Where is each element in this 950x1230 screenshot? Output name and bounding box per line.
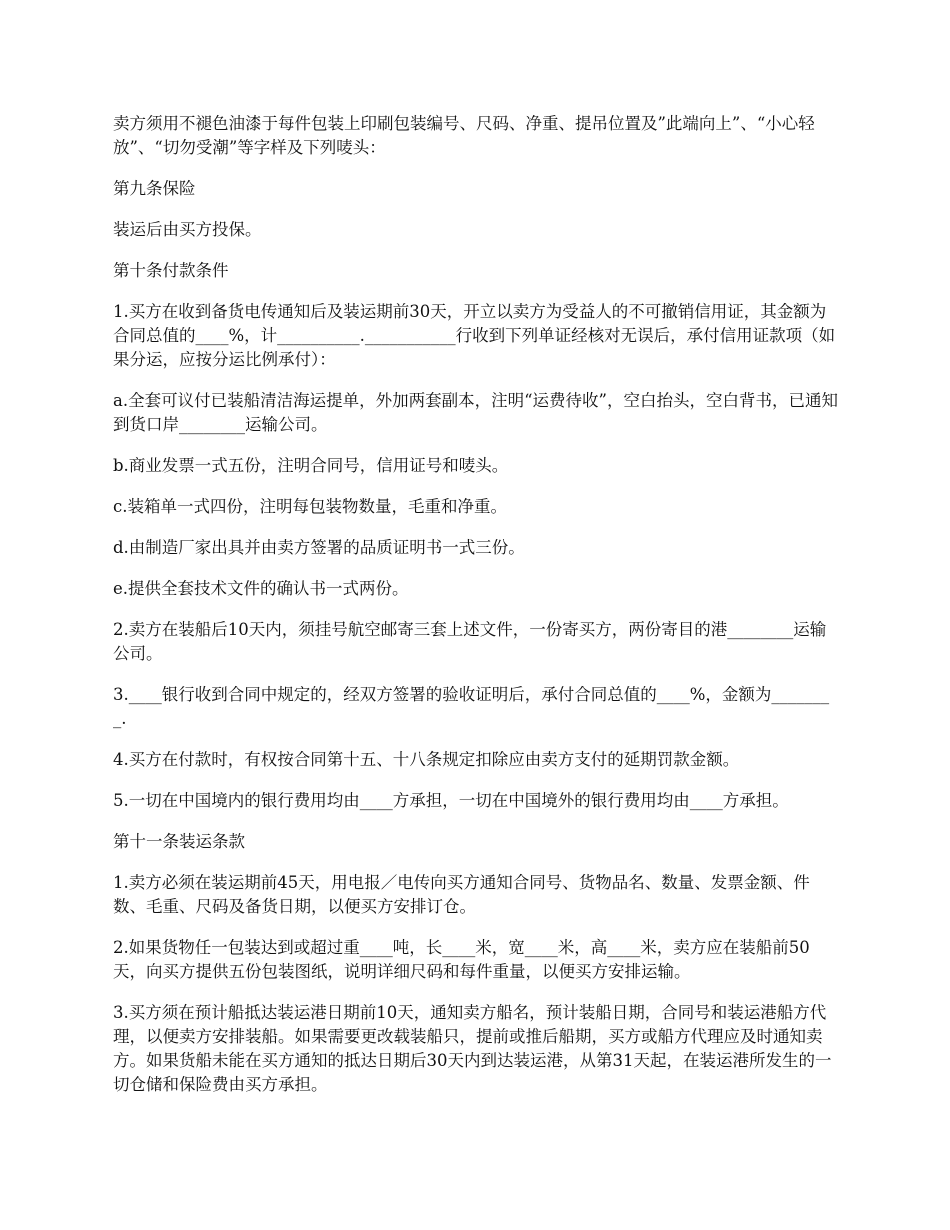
paragraph-shipment-2: 2.如果货物任一包装达到或超过重____吨，长____米，宽____米，高____米，卖方应在装船前50天，向买方提供五份包装图纸，说明详细尺码和每件重量，以便买方安排运输。 [113, 938, 810, 981]
heading-article-11-shipment: 第十一条装运条款 [113, 832, 245, 851]
heading-article-9-insurance: 第九条保险 [113, 179, 196, 198]
paragraph-payment-b: b.商业发票一式五份，注明合同号，信用证号和唛头。 [113, 456, 509, 475]
paragraph-payment-e: e.提供全套技术文件的确认书一式两份。 [113, 579, 409, 598]
paragraph-shipment-3: 3.买方须在预计船抵达装运港日期前10天，通知卖方船名，预计装船日期，合同号和装运港船方代理，以便卖方安排装船。如果需要更改载装船只，提前或推后船期，买方或船方代理应及时通知卖方。如果货船未能在买方通知的抵达日期后30天内到达装运港，从第31天起，在装运港所发生的一切仓储和保险费由买方承担。 [113, 1003, 832, 1094]
paragraph-payment-3: 3.____银行收到合同中规定的，经双方签署的验收证明后，承付合同总值的____%，金额为________. [113, 685, 830, 728]
paragraph-payment-d: d.由制造厂家出具并由卖方签署的品质证明书一式三份。 [113, 538, 525, 557]
paragraph-payment-2: 2.卖方在装船后10天内，须挂号航空邮寄三套上述文件，一份寄买方，两份寄目的港________运输公司。 [113, 620, 827, 663]
paragraph-shipment-1: 1.卖方必须在装运期前45天，用电报／电传向买方通知合同号、货物品名、数量、发票金额、件数、毛重、尺码及备货日期，以便买方安排订仓。 [113, 873, 810, 916]
paragraph-payment-4: 4.买方在付款时，有权按合同第十五、十八条规定扣除应由卖方支付的延期罚款金额。 [113, 750, 740, 769]
paragraph-payment-5: 5.一切在中国境内的银行费用均由____方承担，一切在中国境外的银行费用均由____方承担。 [113, 791, 789, 810]
document-page [113, 112, 838, 1114]
paragraph-marking-requirements: 卖方须用不褪色油漆于每件包装上印刷包装编号、尺码、净重、提吊位置及”此端向上”、“小心轻放”、“切勿受潮”等字样及下列唛头： [113, 114, 815, 157]
paragraph-payment-c: c.装箱单一式四份，注明每包装物数量，毛重和净重。 [113, 497, 507, 516]
paragraph-payment-1: 1.买方在收到备货电传通知后及装运期前30天，开立以卖方为受益人的不可撤销信用证，其金额为合同总值的____%，计__________.___________行收到下列单证经核对无误后，承付信用证款项（如果分运，应按分运比例承付）： [113, 302, 836, 369]
paragraph-insurance: 装运后由买方投保。 [113, 220, 262, 239]
paragraph-payment-a: a.全套可议付已装船清洁海运提单，外加两套副本，注明“运费待收”，空白抬头，空白背书，已通知到货口岸________运输公司。 [113, 391, 838, 434]
heading-article-10-payment: 第十条付款条件 [113, 261, 229, 280]
